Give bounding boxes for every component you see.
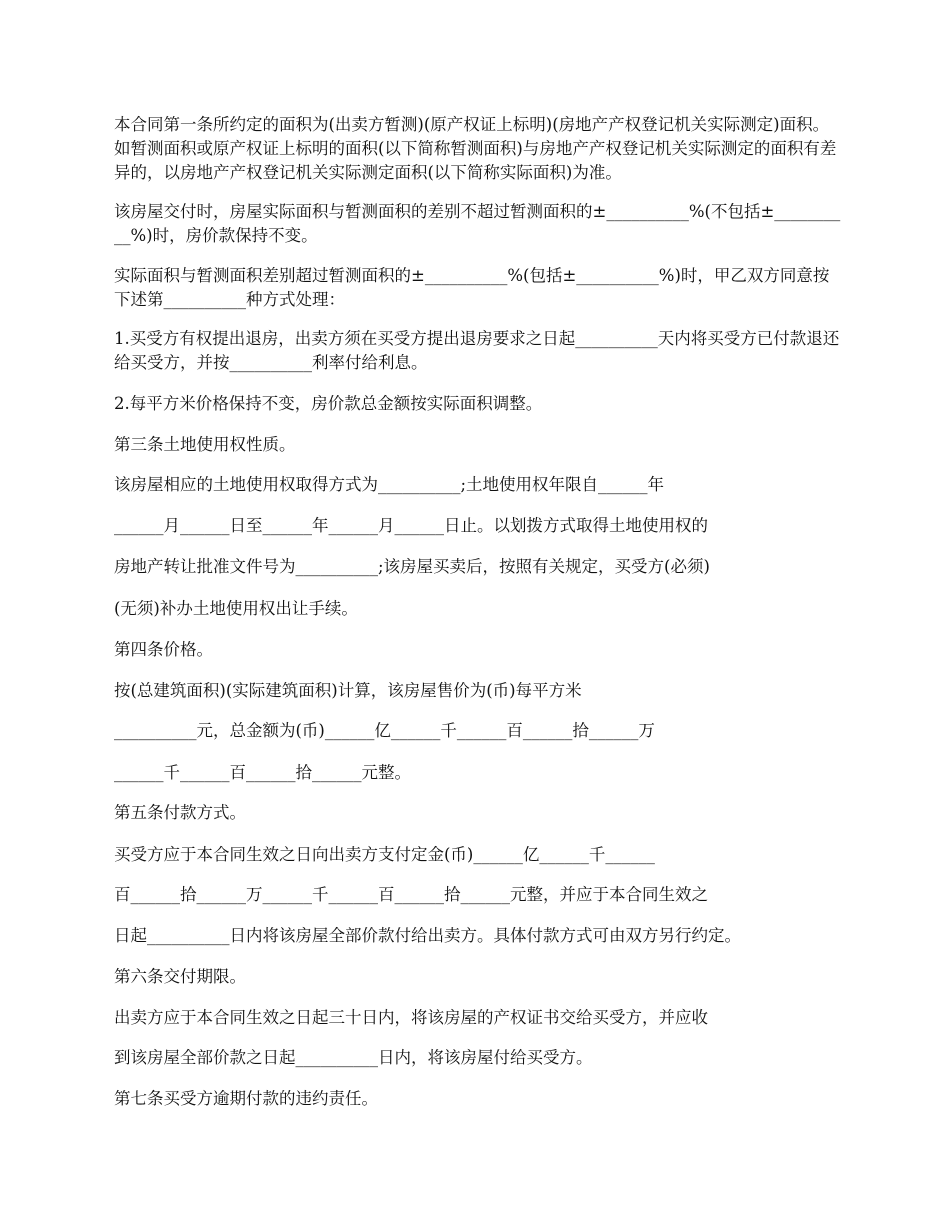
heading-article-4: 第四条价格。 [114,640,213,659]
paragraph-delivery-line-2: 到该房屋全部价款之日起__________日内，将该房屋付给买受方。 [114,1048,593,1067]
heading-article-3: 第三条土地使用权性质。 [114,435,296,454]
paragraph-price-line-3: ______千______百______拾______元整。 [114,763,411,782]
paragraph-area-excess: 实际面积与暂测面积差别超过暂测面积的±__________%(包括±__________%)时，甲乙双方同意按下述第__________种方式处理： [114,266,830,309]
paragraph-land-use-line-2: ______月______日至______年______月______日止。以划拨方式取得土地使用权的 [114,516,708,535]
paragraph-payment-line-2: 百______拾______万______千______百______拾______元整，并应于本合同生效之 [114,885,708,904]
paragraph-land-use-line-3: 房地产转让批准文件号为__________;该房屋买卖后，按照有关规定，买受方(必须) [114,557,710,576]
paragraph-delivery-line-1: 出卖方应于本合同生效之日起三十日内，将该房屋的产权证书交给买受方，并应收 [114,1008,708,1027]
paragraph-area-definition: 本合同第一条所约定的面积为(出卖方暂测)(原产权证上标明)(房地产产权登记机关实际测定)面积。如暂测面积或原产权证上标明的面积(以下简称暂测面积)与房地产产权登记机关实际测定的面积有差异的，以房地产产权登记机关实际测定面积(以下简称实际面积)为准。 [114,115,837,182]
heading-article-7: 第七条买受方逾期付款的违约责任。 [114,1089,378,1108]
heading-article-6: 第六条交付期限。 [114,967,246,986]
paragraph-option-2: 2.每平方米价格保持不变，房价款总金额按实际面积调整。 [114,394,543,413]
paragraph-land-use-line-1: 该房屋相应的土地使用权取得方式为__________;土地使用权年限自______年 [114,475,665,494]
paragraph-payment-line-1: 买受方应于本合同生效之日向出卖方支付定金(币)______亿______千______ [114,845,655,864]
heading-article-5: 第五条付款方式。 [114,803,246,822]
paragraph-price-line-2: __________元，总金额为(币)______亿______千______百______拾______万 [114,721,655,740]
paragraph-payment-line-3: 日起__________日内将该房屋全部价款付给出卖方。具体付款方式可由双方另行约定。 [114,926,741,945]
paragraph-price-line-1: 按(总建筑面积)(实际建筑面积)计算，该房屋售价为(币)每平方米 [114,681,582,700]
paragraph-option-1: 1.买受方有权提出退房，出卖方须在买受方提出退房要求之日起__________天内将买受方已付款退还给买受方，并按__________利率付给利息。 [114,329,840,372]
paragraph-land-use-line-4: (无须)补办土地使用权出让手续。 [114,599,358,618]
paragraph-area-tolerance: 该房屋交付时，房屋实际面积与暂测面积的差别不超过暂测面积的±__________%(不包括±__________%)时，房价款保持不变。 [114,202,841,245]
